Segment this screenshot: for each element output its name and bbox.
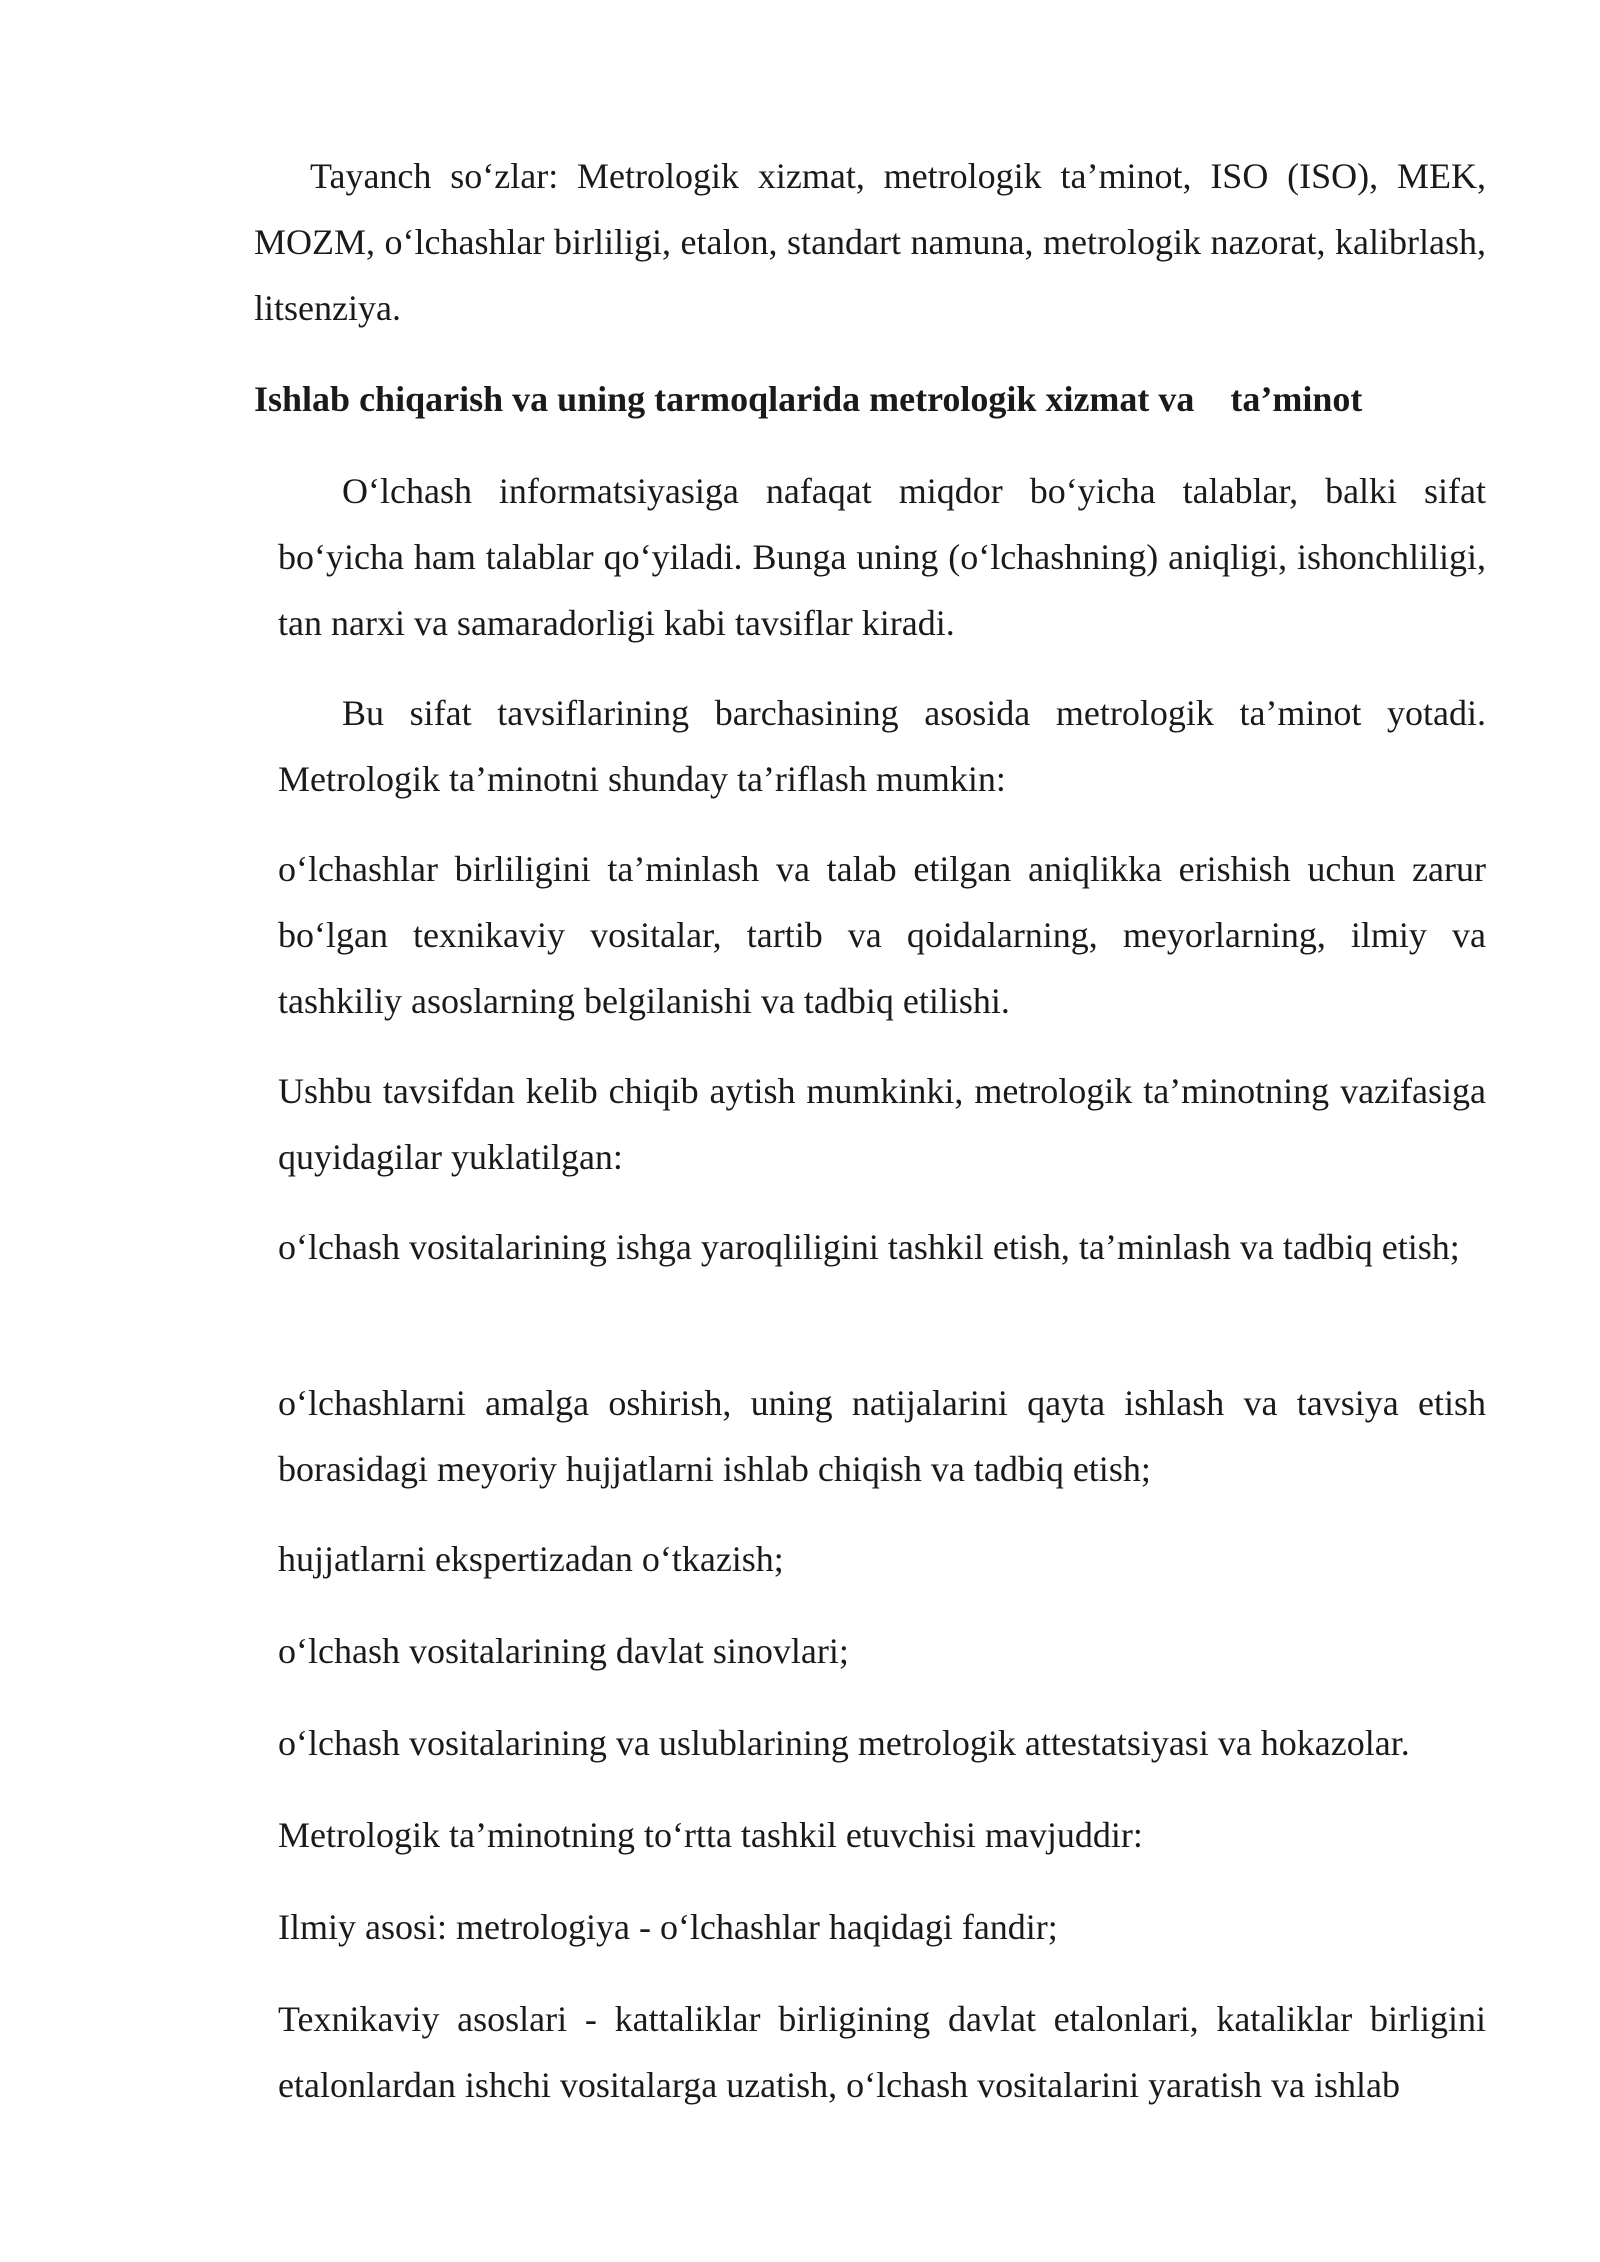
list-item: o‘lchash vositalarining davlat sinovlari; [278, 1631, 849, 1671]
list-item: o‘lchashlarni amalga oshirish, uning natijalarini qayta ishlash va tavsiya etish borasidagi meyoriy hujjatlarni ishlab chiqish va tadbiq etish; [278, 1383, 1486, 1489]
list-item: o‘lchash vositalarining va uslublarining metrologik attestatsiyasi va hokazolar. [278, 1723, 1410, 1763]
list-item: o‘lchash vositalarining ishga yaroqliligini tashkil etish, ta’minlash va tadbiq etish; [278, 1227, 1460, 1267]
list-item: Ilmiy asosi: metrologiya - o‘lchashlar haqidagi fandir; [278, 1907, 1058, 1947]
paragraph: O‘lchash informatsiyasiga nafaqat miqdor bo‘yicha talablar, balki sifat bo‘yicha ham talablar qo‘yiladi. Bunga uning (o‘lchashning) aniqligi, ishonchliligi, tan narxi va samaradorligi kabi tavsiflar kiradi. [278, 471, 1486, 643]
paragraph: Ushbu tavsifdan kelib chiqib aytish mumkinki, metrologik ta’minotning vazifasiga quyidagilar yuklatilgan: [278, 1071, 1486, 1177]
list-item: Texnikaviy asoslari - kattaliklar birligining davlat etalonlari, kataliklar birligini etalonlardan ishchi vositalarga uzatish, o‘lchash vositalarini yaratish va ishlab [278, 1999, 1486, 2105]
paragraph: Metrologik ta’minotning to‘rtta tashkil etuvchisi mavjuddir: [278, 1815, 1143, 1855]
section-heading: Ishlab chiqarish va uning tarmoqlarida metrologik xizmat va ta’minot [254, 379, 1363, 419]
keywords-paragraph: Tayanch so‘zlar: Metrologik xizmat, metrologik ta’minot, ISO (ISO), MEK, MOZM, o‘lchashlar birliligi, etalon, standart namuna, metrologik nazorat, kalibrlash, litsenziya. [254, 156, 1486, 328]
paragraph: o‘lchashlar birliligini ta’minlash va talab etilgan aniqlikka erishish uchun zarur bo‘lgan texnikaviy vositalar, tartib va qoidalarning, meyorlarning, ilmiy va tashkiliy asoslarning belgilanishi va tadbiq etilishi. [278, 849, 1486, 1021]
paragraph: Bu sifat tavsiflarining barchasining asosida metrologik ta’minot yotadi. Metrologik ta’minotni shunday ta’riflash mumkin: [278, 693, 1486, 799]
list-item: hujjatlarni ekspertizadan o‘tkazish; [278, 1539, 784, 1579]
